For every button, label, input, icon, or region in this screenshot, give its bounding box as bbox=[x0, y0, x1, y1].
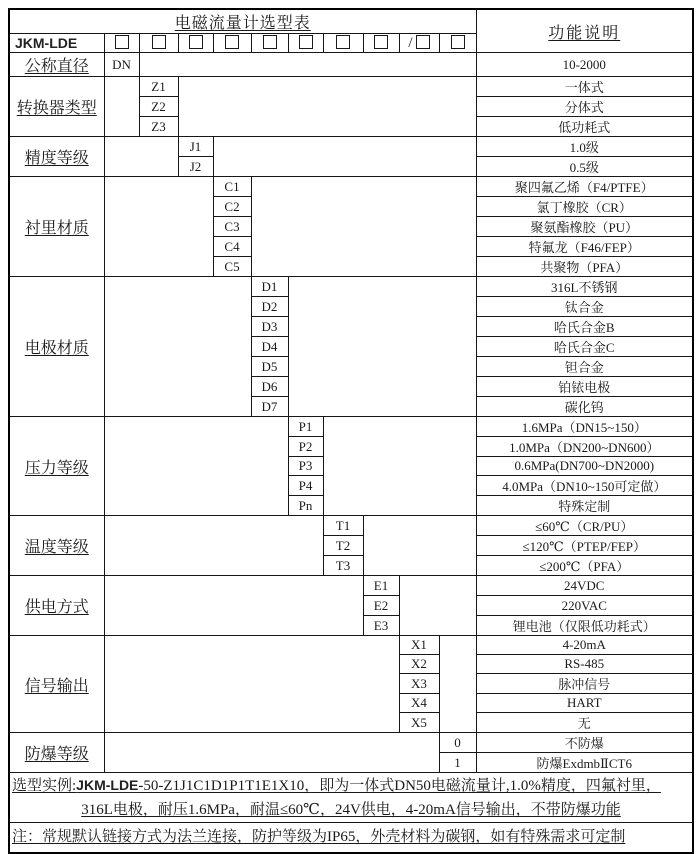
description-cell: ≤120℃（PTEP/FEP） bbox=[476, 536, 693, 556]
code-cell: T3 bbox=[323, 556, 363, 576]
spacer-cell bbox=[288, 277, 476, 417]
model-digit-cell bbox=[363, 34, 399, 53]
description-cell: 一体式 bbox=[476, 77, 693, 97]
spacer-cell bbox=[104, 733, 439, 773]
code-cell: C5 bbox=[213, 257, 251, 277]
code-cell: X2 bbox=[399, 655, 439, 674]
description-cell: 4.0MPa（DN10~150可定做） bbox=[476, 476, 693, 496]
spacer-cell bbox=[363, 516, 476, 576]
description-cell: 10-2000 bbox=[476, 53, 693, 77]
description-cell: 特氟龙（F46/FEP） bbox=[476, 237, 693, 257]
category-label: 防爆等级 bbox=[9, 733, 104, 773]
spacer-cell bbox=[104, 576, 363, 636]
code-cell: X4 bbox=[399, 694, 439, 713]
code-cell: X3 bbox=[399, 674, 439, 694]
description-cell: 1.0MPa（DN200~DN600） bbox=[476, 437, 693, 457]
description-cell: 4-20mA bbox=[476, 636, 693, 655]
spacer-cell bbox=[178, 77, 476, 137]
blank-checkbox bbox=[299, 35, 313, 49]
slash-separator: / bbox=[408, 34, 413, 51]
spacer-cell bbox=[104, 516, 323, 576]
code-cell: E3 bbox=[363, 616, 399, 636]
blank-checkbox bbox=[416, 35, 430, 49]
selection-table bbox=[8, 8, 694, 854]
description-cell: 低功耗式 bbox=[476, 117, 693, 137]
code-cell: Z3 bbox=[139, 117, 178, 137]
example-model-code: JKM-LDE bbox=[76, 777, 139, 793]
code-cell: C4 bbox=[213, 237, 251, 257]
spacer-cell bbox=[399, 576, 476, 636]
code-cell: Z1 bbox=[139, 77, 178, 97]
category-label: 温度等级 bbox=[9, 516, 104, 576]
selection-example-line2: 316L电极，耐压1.6MPa，耐温≤60℃，24V供电，4-20mA信号输出，不带防爆功能 bbox=[81, 802, 621, 818]
function-description-header: 功能说明 bbox=[476, 9, 693, 53]
spacer-cell bbox=[104, 137, 178, 177]
table-row bbox=[9, 733, 693, 753]
model-digit-cell bbox=[323, 34, 363, 53]
blank-checkbox bbox=[451, 35, 465, 49]
spacer-cell bbox=[104, 636, 399, 733]
code-cell: P4 bbox=[288, 476, 323, 496]
category-label: 压力等级 bbox=[9, 417, 104, 516]
code-cell: 0 bbox=[439, 733, 476, 753]
code-cell: P1 bbox=[288, 417, 323, 437]
description-cell: 分体式 bbox=[476, 97, 693, 117]
table-row bbox=[9, 277, 693, 297]
category-label: 信号输出 bbox=[9, 636, 104, 733]
code-cell: P3 bbox=[288, 457, 323, 476]
code-cell: D1 bbox=[251, 277, 288, 297]
description-cell: 1.6MPa（DN15~150） bbox=[476, 417, 693, 437]
description-cell: 哈氏合金B bbox=[476, 317, 693, 337]
spacer-cell bbox=[439, 636, 476, 733]
spacer-cell bbox=[251, 177, 476, 277]
description-cell: ≤60℃（CR/PU） bbox=[476, 516, 693, 536]
category-label: 转换器类型 bbox=[9, 77, 104, 137]
description-cell: 316L不锈钢 bbox=[476, 277, 693, 297]
category-label: 公称直径 bbox=[9, 53, 104, 77]
description-cell: 无 bbox=[476, 713, 693, 733]
description-cell: 聚氨酯橡胶（PU） bbox=[476, 217, 693, 237]
blank-checkbox bbox=[336, 35, 350, 49]
code-cell: Pn bbox=[288, 496, 323, 516]
code-cell: C2 bbox=[213, 197, 251, 217]
description-cell: 钽合金 bbox=[476, 357, 693, 377]
description-cell: 0.5级 bbox=[476, 157, 693, 177]
description-cell: 0.6MPa(DN700~DN2000) bbox=[476, 457, 693, 476]
table-title: 电磁流量计选型表 bbox=[9, 9, 476, 34]
description-cell: RS-485 bbox=[476, 655, 693, 674]
description-cell: 220VAC bbox=[476, 596, 693, 616]
code-cell: D6 bbox=[251, 377, 288, 397]
blank-checkbox bbox=[115, 35, 129, 49]
code-cell: D3 bbox=[251, 317, 288, 337]
description-cell: 氯丁橡胶（CR） bbox=[476, 197, 693, 217]
code-cell: J2 bbox=[178, 157, 213, 177]
code-cell: D5 bbox=[251, 357, 288, 377]
code-cell: X1 bbox=[399, 636, 439, 655]
description-cell: 钛合金 bbox=[476, 297, 693, 317]
description-cell: 铂铱电极 bbox=[476, 377, 693, 397]
description-cell: 特殊定制 bbox=[476, 496, 693, 516]
blank-checkbox bbox=[225, 35, 239, 49]
table-row bbox=[9, 417, 693, 437]
model-digit-cell bbox=[213, 34, 251, 53]
description-cell: 24VDC bbox=[476, 576, 693, 596]
table-row bbox=[9, 516, 693, 536]
model-prefix-label: JKM-LDE bbox=[9, 34, 104, 53]
code-cell: X5 bbox=[399, 713, 439, 733]
code-cell: J1 bbox=[178, 137, 213, 157]
code-cell: C3 bbox=[213, 217, 251, 237]
table-row bbox=[9, 576, 693, 596]
code-cell: D4 bbox=[251, 337, 288, 357]
table-row bbox=[9, 177, 693, 197]
model-digit-cell bbox=[178, 34, 213, 53]
model-digit-cell bbox=[399, 34, 439, 53]
category-label: 衬里材质 bbox=[9, 177, 104, 277]
description-cell: ≤200℃（PFA） bbox=[476, 556, 693, 576]
description-cell: 哈氏合金C bbox=[476, 337, 693, 357]
code-cell: D2 bbox=[251, 297, 288, 317]
model-digit-cell bbox=[139, 34, 178, 53]
description-cell: 聚四氟乙烯（F4/PTFE） bbox=[476, 177, 693, 197]
description-cell: HART bbox=[476, 694, 693, 713]
spacer-cell bbox=[104, 417, 288, 516]
code-cell: C1 bbox=[213, 177, 251, 197]
model-digit-cell bbox=[104, 34, 139, 53]
description-cell: 不防爆 bbox=[476, 733, 693, 753]
code-cell: Z2 bbox=[139, 97, 178, 117]
code-cell: T2 bbox=[323, 536, 363, 556]
table-row bbox=[9, 77, 693, 97]
description-cell: 碳化钨 bbox=[476, 397, 693, 417]
description-cell: 锂电池（仅限低功耗式） bbox=[476, 616, 693, 636]
example-prefix: 选型实例: bbox=[12, 778, 77, 794]
table-row bbox=[9, 53, 693, 77]
blank-checkbox bbox=[263, 35, 277, 49]
example-description: -50-Z1J1C1D1P1T1E1X10，即为一体式DN50电磁流量计,1.0%精度，四氟衬里， bbox=[138, 778, 661, 794]
table-row bbox=[9, 636, 693, 655]
footnote: 注：常规默认链接方式为法兰连接，防护等级为IP65，外壳材料为碳钢，如有特殊需求可定制 bbox=[9, 823, 693, 853]
table-row bbox=[9, 137, 693, 157]
code-cell: E1 bbox=[363, 576, 399, 596]
category-label: 供电方式 bbox=[9, 576, 104, 636]
model-digit-cell bbox=[439, 34, 476, 53]
code-cell: DN bbox=[104, 53, 139, 77]
blank-checkbox bbox=[374, 35, 388, 49]
model-digit-cell bbox=[288, 34, 323, 53]
code-cell: D7 bbox=[251, 397, 288, 417]
spacer-cell bbox=[323, 417, 476, 516]
description-cell: 防爆ExdmbⅡCT6 bbox=[476, 753, 693, 773]
spacer-cell bbox=[104, 177, 213, 277]
blank-checkbox bbox=[189, 35, 203, 49]
blank-checkbox bbox=[152, 35, 166, 49]
selection-example-line1 bbox=[10, 773, 692, 798]
code-cell: T1 bbox=[323, 516, 363, 536]
spacer-cell bbox=[139, 53, 476, 77]
spacer-cell bbox=[104, 77, 139, 137]
description-cell: 共聚物（PFA） bbox=[476, 257, 693, 277]
spacer-cell bbox=[104, 277, 251, 417]
description-cell: 1.0级 bbox=[476, 137, 693, 157]
category-label: 电极材质 bbox=[9, 277, 104, 417]
selection-example bbox=[9, 773, 693, 823]
model-digit-cell bbox=[251, 34, 288, 53]
spacer-cell bbox=[213, 137, 476, 177]
category-label: 精度等级 bbox=[9, 137, 104, 177]
description-cell: 脉冲信号 bbox=[476, 674, 693, 694]
code-cell: 1 bbox=[439, 753, 476, 773]
code-cell: E2 bbox=[363, 596, 399, 616]
code-cell: P2 bbox=[288, 437, 323, 457]
